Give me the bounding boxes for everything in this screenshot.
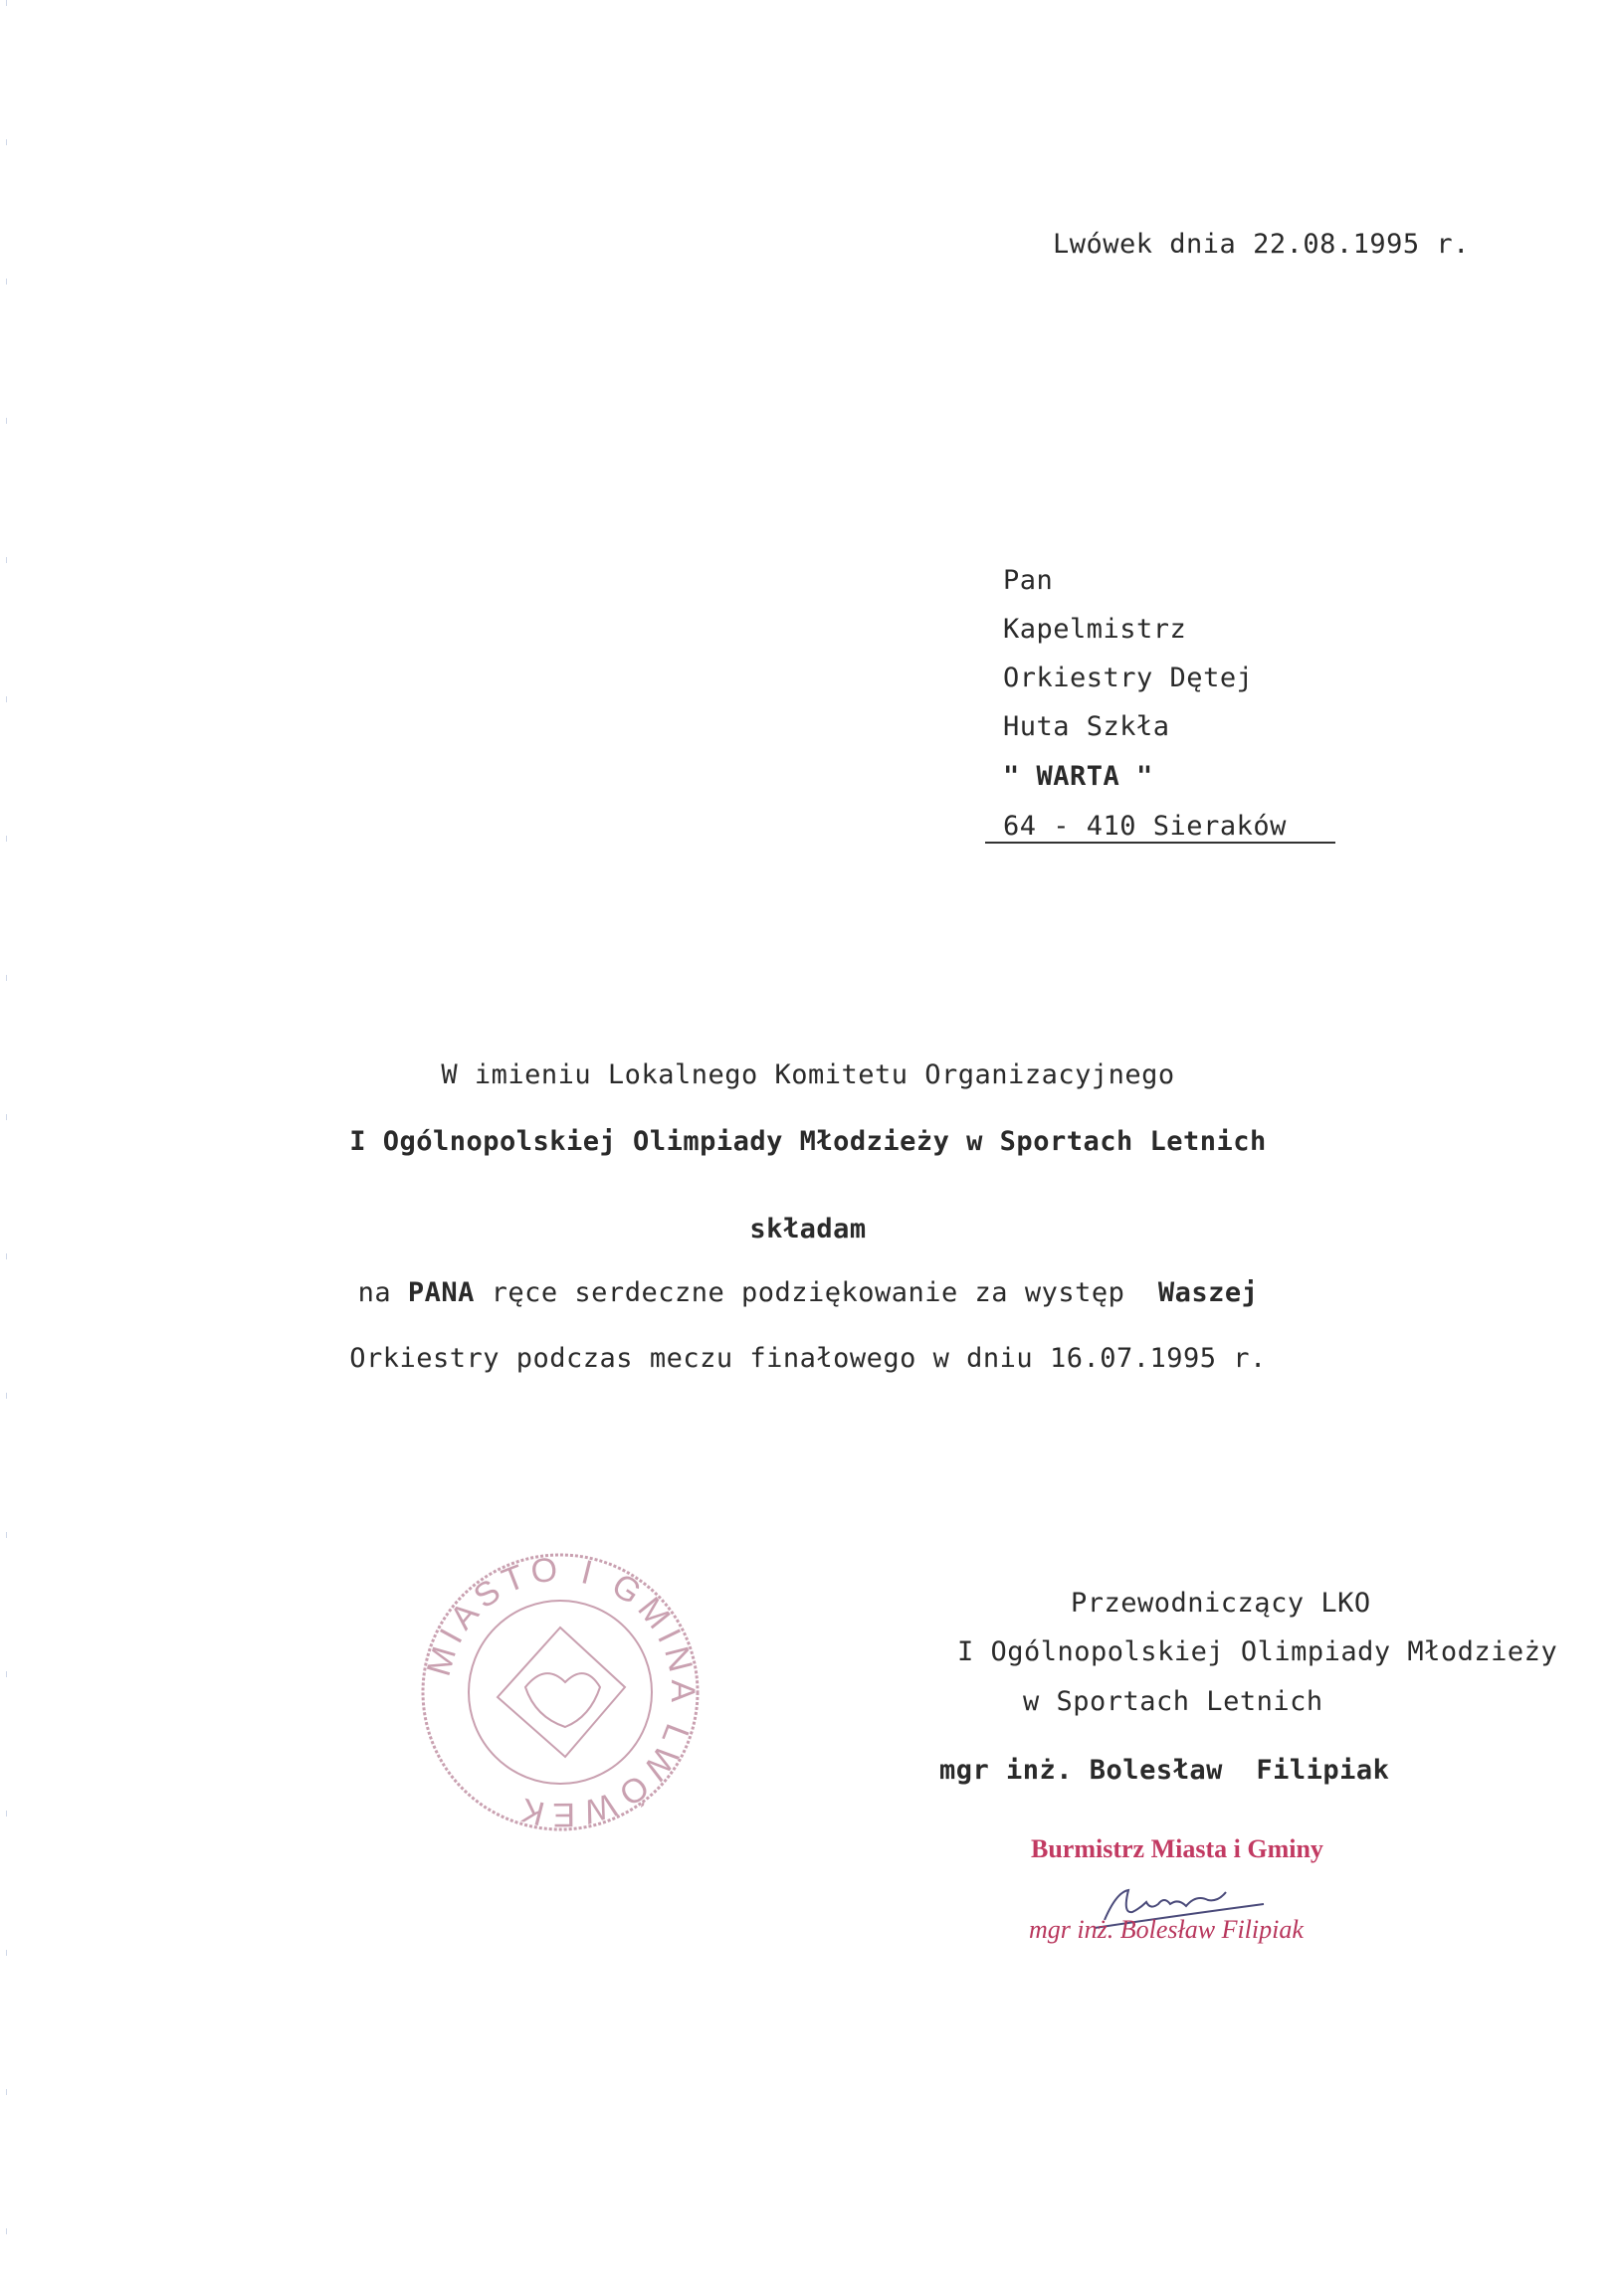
body-line-1: W imieniu Lokalnego Komitetu Organizacyjnego (441, 1059, 1175, 1090)
recipient-line-1: Pan (1003, 565, 1054, 596)
official-seal (416, 1548, 705, 1836)
svg-text:MIASTO I GMINA LWÓWEK (420, 1550, 702, 1833)
body-line-2: I Ogólnopolskiej Olimpiady Młodzieży w Sportach Letnich (349, 1126, 1267, 1157)
signature-title: Przewodniczący LKO (1071, 1588, 1371, 1619)
signature-org-line-2: w Sportach Letnich (1023, 1686, 1323, 1717)
body-line-4-a: na (357, 1277, 408, 1308)
signature-name: mgr inż. Bolesław Filipiak (939, 1755, 1390, 1786)
body-line-4 (0, 1277, 1616, 1308)
body-line-3: składam (749, 1214, 867, 1244)
body-line-5: Orkiestry podczas meczu finałowego w dniu 16.07.1995 r. (349, 1343, 1267, 1374)
signature-org-line-1: I Ogólnopolskiej Olimpiady Młodzieży (957, 1636, 1558, 1667)
body-line-4-pana: PANA (407, 1277, 475, 1308)
body-line-4-waszej: Waszej (1157, 1277, 1259, 1308)
recipient-line-2: Kapelmistrz (1003, 614, 1187, 645)
date-line: Lwówek dnia 22.08.1995 r. (1053, 229, 1470, 260)
body-line-4-c: ręce serdeczne podziękowanie za występ (474, 1277, 1158, 1308)
mayor-stamp-name: mgr inż. Bolesław Filipiak (1029, 1915, 1304, 1944)
recipient-line-3: Orkiestry Dętej (1003, 663, 1254, 693)
address-underline (985, 842, 1335, 844)
recipient-line-4: Huta Szkła (1003, 711, 1170, 742)
recipient-line-5: " WARTA " (1003, 761, 1153, 792)
mayor-stamp-title: Burmistrz Miasta i Gminy (1031, 1834, 1323, 1863)
recipient-line-6: 64 - 410 Sieraków (1003, 811, 1287, 842)
seal-text: MIASTO I GMINA LWÓWEK (419, 1550, 703, 1834)
